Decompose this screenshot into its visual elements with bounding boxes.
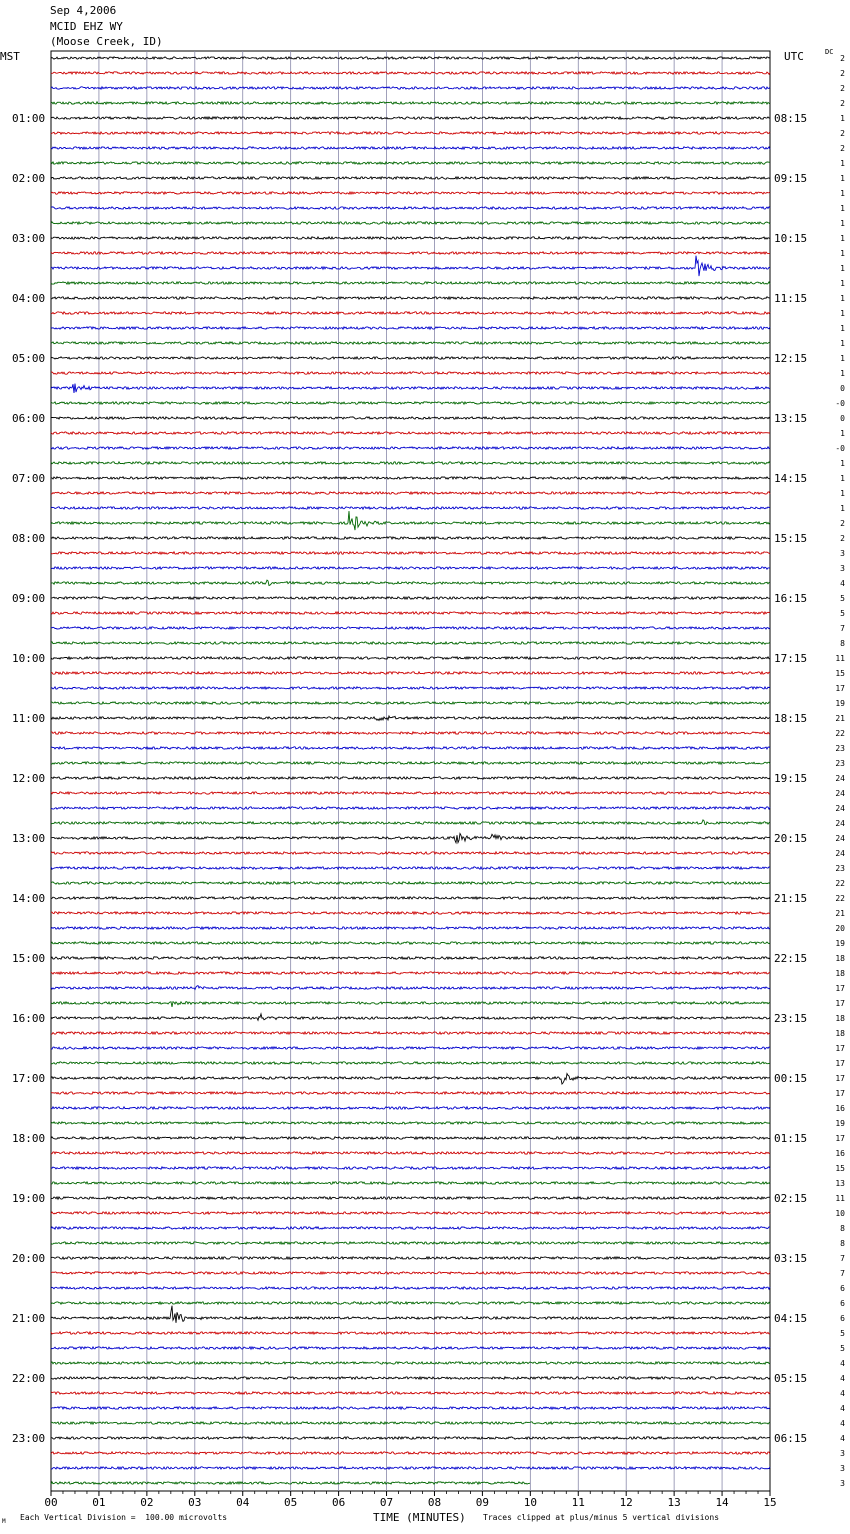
dc-offset-value: 1 <box>840 429 845 438</box>
dc-offset-value: 5 <box>840 609 845 618</box>
dc-offset-value: 1 <box>840 204 845 213</box>
mst-label: 20:00 <box>12 1252 46 1265</box>
trace-38 <box>51 627 770 629</box>
trace-72 <box>51 1137 770 1139</box>
dc-offset-value: 22 <box>835 729 845 738</box>
dc-offset-value: 8 <box>840 1239 845 1248</box>
utc-label: 05:15 <box>774 1372 808 1385</box>
dc-offset-value: 15 <box>835 669 845 678</box>
dc-offset-value: 2 <box>840 99 845 108</box>
dc-offset-value: 17 <box>835 684 845 693</box>
trace-91 <box>51 1422 770 1424</box>
x-tick-label: 12 <box>619 1496 633 1509</box>
trace-9 <box>51 192 770 194</box>
dc-offset-value: 23 <box>835 864 845 873</box>
trace-17 <box>51 312 770 314</box>
trace-77 <box>51 1212 770 1214</box>
trace-59 <box>51 942 770 944</box>
mst-label: 03:00 <box>12 232 46 245</box>
dc-offset-value: 2 <box>840 129 845 138</box>
trace-2 <box>51 87 770 89</box>
x-tick-label: 09 <box>475 1496 490 1509</box>
mst-label: 08:00 <box>12 532 46 545</box>
trace-92 <box>51 1437 770 1439</box>
trace-85 <box>51 1332 770 1334</box>
dc-offset-value: 1 <box>840 354 845 363</box>
dc-offset-value: 15 <box>835 1164 845 1173</box>
trace-81 <box>51 1272 770 1274</box>
dc-offset-value: 2 <box>840 534 845 543</box>
x-tick-label: 08 <box>427 1496 442 1509</box>
dc-offset-value: 3 <box>840 1464 845 1473</box>
mst-label: 09:00 <box>12 592 46 605</box>
dc-offset-value: 4 <box>840 579 845 588</box>
dc-offset-value: 17 <box>835 1044 845 1053</box>
utc-label: 23:15 <box>774 1012 808 1025</box>
utc-label: 22:15 <box>774 952 808 965</box>
trace-30 <box>51 507 770 509</box>
dc-offset-value: 22 <box>835 879 845 888</box>
trace-42 <box>51 687 770 689</box>
dc-offset-value: 4 <box>840 1419 845 1428</box>
dc-offset-value: 1 <box>840 324 845 333</box>
trace-3 <box>51 102 770 104</box>
trace-94 <box>51 1467 770 1469</box>
dc-offset-value: 1 <box>840 459 845 468</box>
mst-label: 06:00 <box>12 412 46 425</box>
utc-label: 00:15 <box>774 1072 808 1085</box>
dc-offset-value: 17 <box>835 1134 845 1143</box>
dc-offset-value: 1 <box>840 189 845 198</box>
dc-offset-value: 18 <box>835 1014 845 1023</box>
trace-14 <box>51 256 770 276</box>
utc-label: 01:15 <box>774 1132 808 1145</box>
trace-19 <box>51 342 770 344</box>
dc-offset-value: 4 <box>840 1404 845 1413</box>
trace-65 <box>51 1032 770 1034</box>
dc-offset-header: DC <box>825 48 834 56</box>
dc-offset-value: 21 <box>835 714 845 723</box>
dc-offset-value: 1 <box>840 489 845 498</box>
x-tick-label: 15 <box>763 1496 777 1509</box>
mst-hour-labels <box>12 112 45 1445</box>
mst-label: 21:00 <box>12 1312 46 1325</box>
trace-43 <box>51 702 770 704</box>
trace-20 <box>51 357 770 359</box>
mst-label: 13:00 <box>12 832 46 845</box>
dc-offset-value: 20 <box>835 924 845 933</box>
dc-offset-value: 10 <box>835 1209 845 1218</box>
x-tick-label: 13 <box>667 1496 681 1509</box>
utc-label: 08:15 <box>774 112 808 125</box>
mst-label: 12:00 <box>12 772 46 785</box>
x-tick-label: 01 <box>92 1496 106 1509</box>
trace-75 <box>51 1182 770 1184</box>
dc-offset-value: -0 <box>835 399 845 408</box>
trace-40 <box>51 657 770 659</box>
dc-offset-value: 2 <box>840 519 845 528</box>
x-tick-label: 03 <box>188 1496 202 1509</box>
mst-label: 16:00 <box>12 1012 46 1025</box>
utc-label: 11:15 <box>774 292 808 305</box>
trace-78 <box>51 1227 770 1229</box>
dc-offset-value: 4 <box>840 1389 845 1398</box>
x-tick-label: 14 <box>715 1496 729 1509</box>
trace-93 <box>51 1452 770 1454</box>
utc-label: 19:15 <box>774 772 808 785</box>
dc-offset-value: 0 <box>840 384 845 393</box>
dc-offset-value: 2 <box>840 144 845 153</box>
dc-offset-value: 7 <box>840 624 845 633</box>
trace-55 <box>51 882 770 884</box>
dc-offset-value: 5 <box>840 1344 845 1353</box>
dc-offset-value: 0 <box>840 414 845 423</box>
mst-label: 18:00 <box>12 1132 46 1145</box>
dc-offset-value: 23 <box>835 759 845 768</box>
trace-32 <box>51 537 770 539</box>
trace-48 <box>51 777 770 779</box>
trace-24 <box>51 417 770 419</box>
dc-offset-value: 4 <box>840 1359 845 1368</box>
dc-offset-value: 19 <box>835 699 845 708</box>
utc-label: 18:15 <box>774 712 808 725</box>
dc-offset-value: 19 <box>835 1119 845 1128</box>
trace-53 <box>51 852 770 854</box>
trace-18 <box>51 327 770 329</box>
trace-73 <box>51 1152 770 1154</box>
dc-offset-value: 8 <box>840 639 845 648</box>
dc-offset-value: 7 <box>840 1254 845 1263</box>
trace-5 <box>51 132 770 134</box>
trace-37 <box>51 612 770 614</box>
mst-label: 15:00 <box>12 952 46 965</box>
trace-47 <box>51 762 770 764</box>
trace-12 <box>51 237 770 239</box>
x-tick-label: 07 <box>379 1496 394 1509</box>
trace-34 <box>51 567 770 569</box>
trace-74 <box>51 1167 770 1169</box>
mst-label: 19:00 <box>12 1192 46 1205</box>
trace-50 <box>51 807 770 809</box>
left-timezone-label: MST <box>0 50 20 63</box>
mst-label: 05:00 <box>12 352 46 365</box>
dc-offset-value: 24 <box>835 804 845 813</box>
utc-label: 02:15 <box>774 1192 808 1205</box>
trace-90 <box>51 1407 770 1409</box>
utc-label: 09:15 <box>774 172 808 185</box>
trace-79 <box>51 1242 770 1244</box>
dc-offset-value: 1 <box>840 114 845 123</box>
trace-44 <box>51 716 770 721</box>
mst-label: 14:00 <box>12 892 46 905</box>
x-axis-title: TIME (MINUTES) <box>373 1511 466 1524</box>
dc-offset-value: 11 <box>835 1194 845 1203</box>
dc-offset-value: 4 <box>840 1434 845 1443</box>
trace-80 <box>51 1257 770 1259</box>
dc-offset-value: 1 <box>840 174 845 183</box>
utc-label: 04:15 <box>774 1312 808 1325</box>
dc-offset-value: 18 <box>835 969 845 978</box>
trace-69 <box>51 1092 770 1094</box>
dc-offset-value: 1 <box>840 219 845 228</box>
trace-61 <box>51 972 770 974</box>
trace-7 <box>51 162 770 164</box>
trace-49 <box>51 792 770 794</box>
x-tick-label: 04 <box>236 1496 250 1509</box>
trace-26 <box>51 447 770 449</box>
dc-offset-value: 1 <box>840 159 845 168</box>
trace-82 <box>51 1287 770 1289</box>
trace-70 <box>51 1107 770 1109</box>
station-code: MCID EHZ WY <box>50 20 123 33</box>
station-location: (Moose Creek, ID) <box>50 35 163 48</box>
trace-68 <box>51 1074 770 1084</box>
x-tick-label: 00 <box>44 1496 58 1509</box>
dc-offset-value: 6 <box>840 1284 845 1293</box>
mst-label: 04:00 <box>12 292 46 305</box>
mst-label: 23:00 <box>12 1432 46 1445</box>
dc-offset-value: 7 <box>840 1269 845 1278</box>
dc-offset-value: 2 <box>840 54 845 63</box>
trace-87 <box>51 1362 770 1364</box>
dc-offset-value: 24 <box>835 774 845 783</box>
utc-label: 12:15 <box>774 352 808 365</box>
trace-51 <box>51 820 770 825</box>
dc-offset-labels <box>835 54 845 1488</box>
dc-offset-value: 16 <box>835 1104 845 1113</box>
dc-offset-value: 18 <box>835 954 845 963</box>
mst-label: 01:00 <box>12 112 46 125</box>
trace-group <box>51 57 770 1484</box>
dc-offset-value: 17 <box>835 1059 845 1068</box>
dc-offset-value: 6 <box>840 1299 845 1308</box>
dc-offset-value: 17 <box>835 1089 845 1098</box>
dc-offset-value: 13 <box>835 1179 845 1188</box>
mst-label: 02:00 <box>12 172 46 185</box>
trace-35 <box>51 580 770 585</box>
trace-83 <box>51 1302 770 1304</box>
utc-label: 06:15 <box>774 1432 808 1445</box>
dc-offset-value: 5 <box>840 1329 845 1338</box>
trace-62 <box>51 986 770 990</box>
trace-0 <box>51 57 770 59</box>
dc-offset-value: 24 <box>835 849 845 858</box>
x-tick-label: 06 <box>331 1496 346 1509</box>
trace-28 <box>51 477 770 479</box>
trace-16 <box>51 297 770 299</box>
mst-label: 07:00 <box>12 472 46 485</box>
utc-label: 13:15 <box>774 412 808 425</box>
trace-41 <box>51 672 770 674</box>
trace-88 <box>51 1377 770 1379</box>
mst-label: 22:00 <box>12 1372 46 1385</box>
trace-60 <box>51 957 770 959</box>
trace-8 <box>51 177 770 179</box>
dc-offset-value: 1 <box>840 294 845 303</box>
trace-31 <box>51 511 770 530</box>
trace-64 <box>51 1014 770 1020</box>
trace-76 <box>51 1197 770 1199</box>
dc-offset-value: 19 <box>835 939 845 948</box>
dc-offset-value: 1 <box>840 249 845 258</box>
mst-label: 10:00 <box>12 652 46 665</box>
trace-67 <box>51 1062 770 1064</box>
trace-4 <box>51 117 770 119</box>
utc-label: 16:15 <box>774 592 808 605</box>
clip-note: Traces clipped at plus/minus 5 vertical divisions <box>483 1513 720 1522</box>
dc-offset-value: 1 <box>840 264 845 273</box>
trace-22 <box>51 384 770 393</box>
x-tick-label: 05 <box>284 1496 298 1509</box>
scale-note: Each Vertical Division = 100.00 microvolts <box>20 1513 228 1522</box>
trace-15 <box>51 282 770 284</box>
trace-45 <box>51 732 770 734</box>
dc-offset-value: 6 <box>840 1314 845 1323</box>
dc-offset-value: 1 <box>840 474 845 483</box>
dc-offset-value: 1 <box>840 339 845 348</box>
trace-11 <box>51 222 770 224</box>
utc-label: 03:15 <box>774 1252 808 1265</box>
dc-offset-value: 3 <box>840 549 845 558</box>
dc-offset-value: 3 <box>840 1479 845 1488</box>
utc-label: 15:15 <box>774 532 808 545</box>
dc-offset-value: 11 <box>835 654 845 663</box>
footer-mark: M <box>2 1518 6 1525</box>
trace-36 <box>51 597 770 599</box>
dc-offset-value: 17 <box>835 999 845 1008</box>
trace-54 <box>51 867 770 869</box>
dc-offset-value: 23 <box>835 744 845 753</box>
trace-27 <box>51 462 770 464</box>
trace-1 <box>51 72 770 74</box>
dc-offset-value: 5 <box>840 594 845 603</box>
plot-date: Sep 4,2006 <box>50 4 117 17</box>
dc-offset-value: -0 <box>835 444 845 453</box>
trace-89 <box>51 1392 770 1394</box>
trace-84 <box>51 1306 770 1323</box>
dc-offset-value: 3 <box>840 564 845 573</box>
mst-label: 17:00 <box>12 1072 46 1085</box>
dc-offset-value: 21 <box>835 909 845 918</box>
trace-66 <box>51 1047 770 1049</box>
trace-46 <box>51 747 770 749</box>
dc-offset-value: 8 <box>840 1224 845 1233</box>
right-timezone-label: UTC <box>784 50 804 63</box>
dc-offset-value: 1 <box>840 234 845 243</box>
trace-63 <box>51 1002 770 1007</box>
utc-label: 20:15 <box>774 832 808 845</box>
dc-offset-value: 1 <box>840 369 845 378</box>
dc-offset-value: 22 <box>835 894 845 903</box>
dc-offset-value: 24 <box>835 789 845 798</box>
dc-offset-value: 24 <box>835 834 845 843</box>
trace-13 <box>51 252 770 254</box>
x-axis <box>44 1491 776 1509</box>
trace-29 <box>51 492 770 494</box>
dc-offset-value: 18 <box>835 1029 845 1038</box>
dc-offset-value: 1 <box>840 504 845 513</box>
dc-offset-value: 2 <box>840 84 845 93</box>
trace-10 <box>51 207 770 209</box>
trace-71 <box>51 1122 770 1124</box>
x-tick-label: 02 <box>140 1496 154 1509</box>
trace-57 <box>51 912 770 914</box>
dc-offset-value: 24 <box>835 819 845 828</box>
utc-label: 10:15 <box>774 232 808 245</box>
trace-52 <box>51 834 770 843</box>
dc-offset-value: 16 <box>835 1149 845 1158</box>
trace-39 <box>51 642 770 644</box>
trace-56 <box>51 897 770 899</box>
dc-offset-value: 1 <box>840 309 845 318</box>
trace-58 <box>51 927 770 929</box>
trace-21 <box>51 372 770 374</box>
trace-25 <box>51 432 770 434</box>
utc-label: 21:15 <box>774 892 808 905</box>
dc-offset-value: 17 <box>835 1074 845 1083</box>
trace-33 <box>51 552 770 554</box>
utc-hour-labels <box>774 112 807 1445</box>
x-tick-label: 10 <box>523 1496 537 1509</box>
dc-offset-value: 1 <box>840 279 845 288</box>
x-tick-label: 11 <box>571 1496 585 1509</box>
utc-label: 17:15 <box>774 652 808 665</box>
dc-offset-value: 4 <box>840 1374 845 1383</box>
dc-offset-value: 2 <box>840 69 845 78</box>
dc-offset-value: 17 <box>835 984 845 993</box>
utc-label: 14:15 <box>774 472 808 485</box>
trace-23 <box>51 402 770 404</box>
trace-86 <box>51 1347 770 1349</box>
mst-label: 11:00 <box>12 712 46 725</box>
dc-offset-value: 3 <box>840 1449 845 1458</box>
trace-6 <box>51 147 770 149</box>
